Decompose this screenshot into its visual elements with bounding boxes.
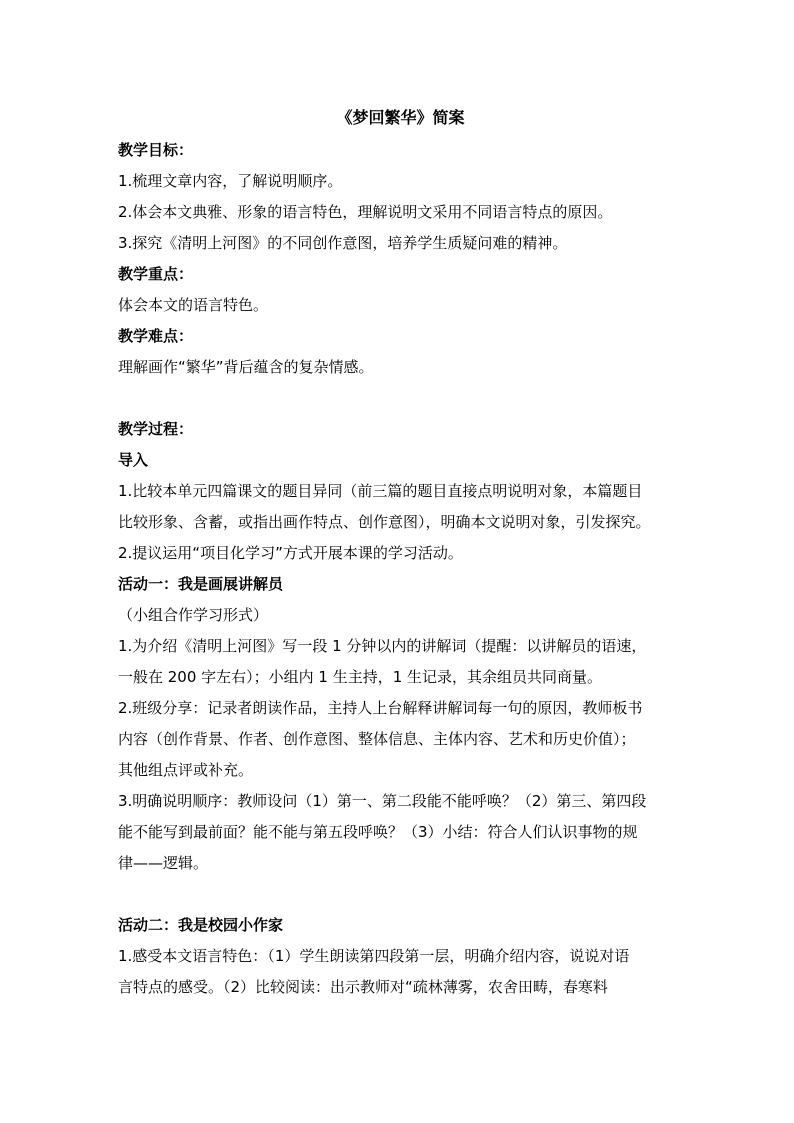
document-title: 《梦回繁华》简案: [336, 108, 465, 127]
goal-item: 1.梳理文章内容，了解说明顺序。: [118, 172, 343, 190]
goal-item: 3.探究《清明上河图》的不同创作意图，培养学生质疑问难的精神。: [118, 234, 568, 252]
key-point-heading: 教学重点：: [118, 265, 194, 283]
intro-heading: 导入: [118, 451, 149, 469]
blank-line: [118, 383, 683, 414]
activity1-line: 内容（创作背景、作者、创作意图、整体信息、主体内容、艺术和历史价值）；: [118, 730, 636, 748]
activity1-line: 律——逻辑。: [118, 854, 209, 872]
goals-heading: 教学目标：: [118, 141, 194, 159]
activity1-line: 3.明确说明顺序：教师设问（1）第一、第二段能不能呼唤？（2）第三、第四段: [118, 792, 647, 810]
process-heading: 教学过程：: [118, 420, 194, 438]
activity2-line: 1.感受本文语言特色：（1）学生朗读第四段第一层，明确介绍内容，说说对语: [118, 947, 630, 965]
activity1-line: 2.班级分享：记录者朗读作品，主持人上台解释讲解词每一句的原因，教师板书: [118, 699, 643, 717]
intro-line: 2.提议运用“项目化学习”方式开展本课的学习活动。: [118, 544, 463, 562]
difficult-point-text: 理解画作“繁华”背后蕴含的复杂情感。: [118, 358, 374, 376]
activity1-heading: 活动一：我是画展讲解员: [118, 575, 284, 593]
blank-line: [118, 879, 683, 910]
activity1-line: 其他组点评或补充。: [118, 761, 254, 779]
intro-line: 1.比较本单元四篇课文的题目异同（前三篇的题目直接点明说明对象，本篇题目: [118, 482, 643, 500]
document-page: [118, 103, 683, 1003]
activity1-line: 能不能写到最前面？能不能与第五段呼唤？（3）小结：符合人们认识事物的规: [118, 823, 638, 841]
activity2-line: 言特点的感受。（2）比较阅读：出示教师对“疏林薄雾，农舍田畴，春寒料: [118, 978, 608, 996]
activity2-heading: 活动二：我是校园小作家: [118, 916, 284, 934]
key-point-text: 体会本文的语言特色。: [118, 296, 269, 314]
activity1-line: 1.为介绍《清明上河图》写一段 1 分钟以内的讲解词（提醒：以讲解员的语速，: [118, 637, 647, 655]
activity1-line: 一般在 200 字左右）；小组内 1 生主持，1 生记录，其余组员共同商量。: [118, 668, 603, 686]
goal-item: 2.体会本文典雅、形象的语言特色，理解说明文采用不同语言特点的原因。: [118, 203, 613, 221]
intro-line: 比较形象、含蓄，或指出画作特点、创作意图），明确本文说明对象，引发探究。: [118, 513, 651, 531]
difficult-point-heading: 教学难点：: [118, 327, 194, 345]
activity1-line: （小组合作学习形式）: [118, 606, 269, 624]
